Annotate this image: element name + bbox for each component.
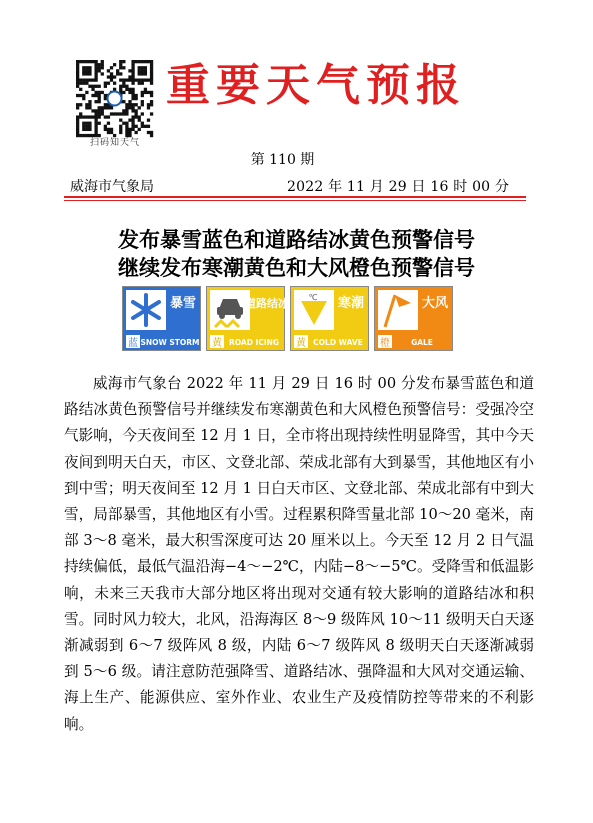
snowstorm-signal-icon xyxy=(122,286,201,351)
road-icing-label-en: ROAD ICING xyxy=(228,338,280,347)
issue-number xyxy=(0,149,593,169)
masthead-title: 重要天气预报 xyxy=(166,60,466,111)
gale-label-en: GALE xyxy=(411,338,433,347)
gale-level: 橙 xyxy=(380,338,390,349)
header-divider-thick xyxy=(64,196,526,198)
headline-line-1: 发布暴雪蓝色和道路结冰黄色预警信号 xyxy=(118,227,475,252)
qr-code[interactable] xyxy=(76,60,153,137)
road-icing-level: 黄 xyxy=(212,338,222,349)
header-divider-thin xyxy=(64,200,526,201)
cold-wave-label-en: COLD WAVE xyxy=(313,338,363,347)
cold-wave-level: 黄 xyxy=(296,338,306,349)
road-icing-label: 道路结冰 xyxy=(245,297,289,310)
snowstorm-label-1: 暴雪 xyxy=(169,296,197,311)
qr-caption: 扫码知天气 xyxy=(89,138,140,148)
snowstorm-level: 蓝 xyxy=(128,338,138,349)
snowstorm-label-en: SNOW STORM xyxy=(140,338,200,347)
forecast-body: 威海市气象台 2022 年 11 月 29 日 16 时 00 分发布暴雪蓝色和道路结冰黄色预警信号并继续发布寒潮黄色和大风橙色预警信号：受强冷空气影响，今天夜间至 12 月 1 日，全市将出现持续性明显降雪，其中今天夜间到明天白天，市区、文登北部、荣成北部有大到暴雪，其他地区有小到中雪；明天夜间至 12 月 1 日白天市区、文登北部、荣成北部有中到大雪，局部暴雪，其他地区有小雪。过程累积降雪量北部 10～20 毫米，南部 3～8 毫米，最大积雪深度可达 20 厘米以上。今天至 12 月 2 日气温持续偏低，最低气温沿海−4～−2℃，内陆−8～−5℃。受降雪和低温影响，未来三天我市大部分地区将出现对交通有较大影响的道路结冰和积雪。同时风力较大，北风，沿海海区 8～9 级阵风 10～11 级明天白天逐渐减弱到 6～7 级阵风 8 级，内陆 6～7 级阵风 8 级明天白天逐渐减弱到 5～6 级。请注意防范强降雪、道路结冰、强降温和大风对交通运输、海上生产、能源供应、室外作业、农业生产及疫情防控等带来的不利影响。 xyxy=(64,375,534,733)
cold-wave-label: 寒潮 xyxy=(337,296,365,311)
cold-wave-signal-icon xyxy=(290,286,369,351)
gale-signal-icon xyxy=(374,286,453,351)
headline-line-2: 继续发布寒潮黄色和大风橙色预警信号 xyxy=(118,255,475,280)
issue-number-text: 第 110 期 xyxy=(250,152,315,168)
issue-datetime: 2022 年 11 月 29 日 16 时 00 分 xyxy=(287,179,510,195)
warning-signals xyxy=(122,286,453,351)
gale-label: 大风 xyxy=(421,296,449,311)
road-icing-signal-icon xyxy=(206,286,289,351)
issuer: 威海市气象局 xyxy=(70,179,154,195)
svg-text:℃: ℃ xyxy=(308,293,318,302)
